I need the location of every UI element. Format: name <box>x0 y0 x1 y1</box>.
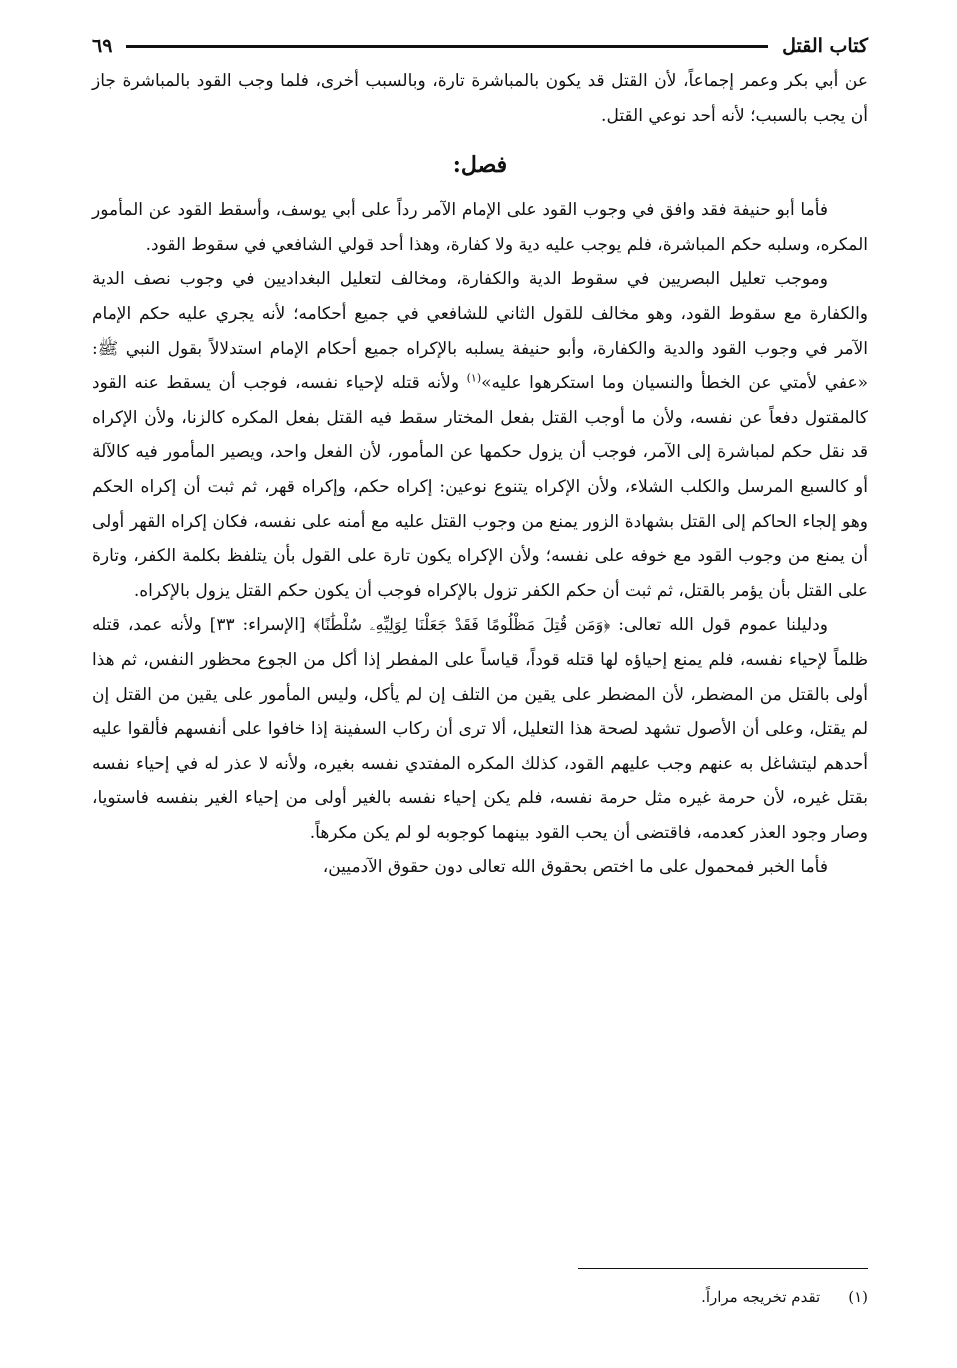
footnote-rule <box>578 1268 868 1269</box>
page <box>92 28 868 1328</box>
paragraph-2-start: وموجب تعليل البصريين في سقوط الدية والكفارة، ومخالف لتعليل البغداديين في وجوب نصف الدية والكفارة مع سقوط القود، وهو مخالف للقول الثاني للشافعي في جميع أحكامه؛ لأنه يجري عليه حكم الإمام الآمر في وجوب القود والدية والكفارة، وأبو حنيفة يسلبه بالإكراه جميع أحكام الإمام استدلالاً بقول النبي ﷺ: «عفي لأمتي عن الخطأ والنسيان وما استكرهوا عليه» <box>92 269 869 394</box>
page-number: ٦٩ <box>92 35 113 57</box>
quran-verse: ﴿وَمَن قُتِلَ مَظْلُومًا فَقَدْ جَعَلْنَا لِوَلِيِّهِۦ سُلْطَٰنًا﴾ <box>313 615 611 635</box>
paragraph-2 <box>92 262 868 608</box>
footnote-reference: (١) <box>466 371 482 385</box>
paragraph-3 <box>92 608 868 850</box>
body-text <box>92 64 868 885</box>
section-heading: فصل: <box>452 152 508 179</box>
footnote-number: (١) <box>848 1288 868 1306</box>
paragraph-4: فأما الخبر فمحمول على ما اختص بحقوق الله تعالى دون حقوق الآدميين، <box>322 857 828 878</box>
paragraph-top: عن أبي بكر وعمر إجماعاً، لأن القتل قد يكون بالمباشرة تارة، وبالسبب أخرى، فلما وجب القود بالمباشرة جاز أن يجب بالسبب؛ لأنه أحد نوعي القتل. <box>92 71 868 126</box>
paragraph-2-cont: ولأنه قتله لإحياء نفسه، فوجب أن يسقط عنه القود كالمقتول دفعاً عن نفسه، ولأن ما أوجب القتل بفعل المختار سقط فيه القتل بفعل المكره كالزنا، ولأن الإكراه قد نقل حكم لمباشرة إلى الآمر، فوجب أن يزول حكمها عن المأمور، لأن الفعل واحد، ويصير المأمور فيه كالآلة أو كالسبع المرسل والكلب الشلاء، ولأن الإكراه يتنوع نوعين: إكراه حكم، وإكراه قهر، ثم ثبت أن إكراه الحكم وهو إلجاء الحاكم إلى القتل بشهادة الزور يمنع من وجوب القتل عليه مع أمنه على نفسه، فكان إكراه القهر أولى أن يمنع من وجوب القود مع خوفه على نفسه؛ ولأن الإكراه يكون تارة على القول بأن يتلفظ بكلمة الكفر، وتارة على القتل بأن يؤمر بالقتل، ثم ثبت أن حكم الكفر تزول بالإكراه فوجب أن يكون حكم القتل يزول بالإكراه. <box>92 373 868 601</box>
chapter-title: كتاب القتل <box>782 35 868 57</box>
paragraph-3-cont: [الإسراء: ٣٣] ولأنه عمد، قتله ظلماً لإحياء نفسه، فلم يمنع إحياؤه لها قتله قوداً، قياساً على المفطر إذا أكل من الجوع محظور النفس، ثم هذا أولى بالقتل من المضطر، لأن المضطر على يقين من التلف إن لم يأكل، وليس المأمور على يقين من القتل إن لم يقتل، وعلى أن الأصول تشهد لصحة هذا التعليل، ألا ترى أن ركاب السفينة إذا خافوا على أنفسهم فألقوا عليه أحدهم ليتشاغل به عنهم وجب عليهم القود، كذلك المكره المفتدي نفسه بغيره، ولأنه لا عذر له في إحياء نفسه بقتل غيره، لأن حرمة غيره مثل حرمة نفسه، فلم يكن إحياء نفسه بالغير أولى من إحياء الغير بنفسه فاستويا، وصار وجود العذر كعدمه، فاقتضى أن يحب القود بينهما كوجوبه لو لم يكن مكرهاً. <box>92 615 868 843</box>
header-rule <box>126 45 768 48</box>
footnote <box>701 1288 868 1306</box>
paragraph-3-start: ودليلنا عموم قول الله تعالى: <box>610 615 829 636</box>
footnote-text: تقدم تخريجه مراراً. <box>701 1288 821 1306</box>
running-header <box>92 28 868 64</box>
paragraph-1: فأما أبو حنيفة فقد وافق في وجوب القود على الإمام الآمر رداً على أبي يوسف، وأسقط القود عن المأمور المكره، وسلبه حكم المباشرة، فلم يوجب عليه دية ولا كفارة، وهذا أحد قولي الشافعي في سقوط القود. <box>92 200 868 255</box>
